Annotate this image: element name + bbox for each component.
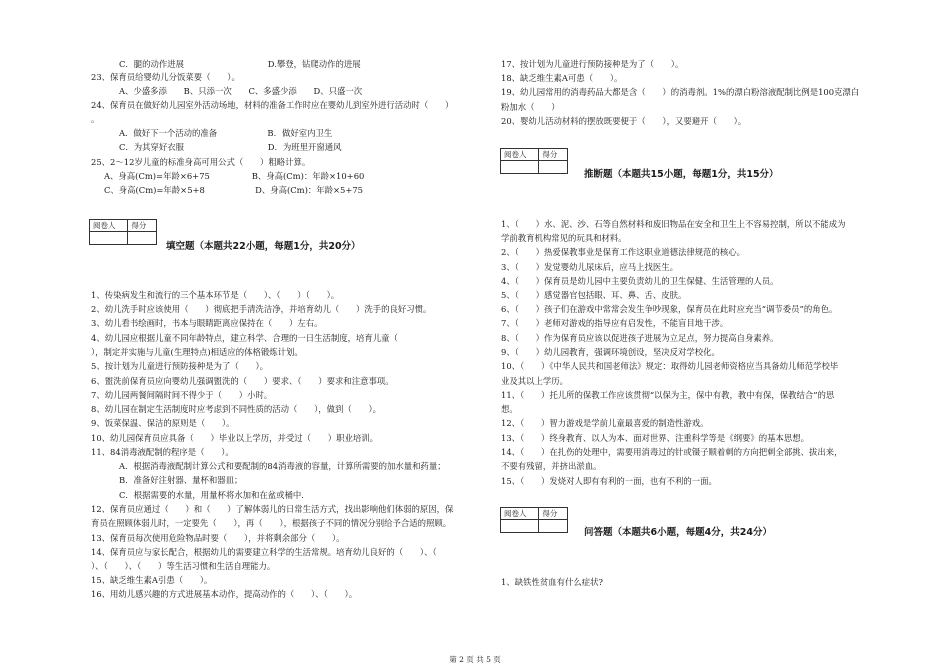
question-line: 1、（ ）水、泥、沙、石等自然材料和废旧物品在安全和卫生上不容易控制，所以不能成为 [501,219,846,229]
question-line: 3、（ ）发觉婴幼儿尿床后，应马上找医生。 [501,262,679,272]
question-line: 13、保育员每次使用危险物品时要（ ），并将剩余部分（ ）。 [91,533,345,543]
question-line: 业及其以上学历。 [501,376,568,386]
reviewer-label: 阅卷人 [501,508,539,520]
section-title-judgment: 推断题（本题共15小题，每题1分，共15分） [584,169,779,180]
section-title-qa: 问答题（本题共6小题，每题4分，共24分） [584,527,772,538]
page-footer: 第 2 页 共 5 页 [449,655,501,664]
option-line: C．为其穿好衣服 D．为班里开窗通风 [119,142,342,152]
question-line: 5、（ ）感觉器官包括眼、耳、鼻、舌、皮肤。 [501,290,687,300]
score-label: 得分 [128,220,157,232]
question-line: 1、缺铁性贫血有什么症状? [501,577,603,587]
question-line: 2、（ ）热爱保教事业是保育工作这职业道德法律规范的核心。 [501,247,746,257]
question-line: 3、幼儿看书绘画时，书本与眼睛距离应保持在（ ）左右。 [91,318,323,328]
option-line: C．根据需要的水量，用量杯将水加和在盆或桶中. [119,490,304,500]
question-line: 16、用幼儿感兴趣的方式进展基本动作，提高动作的（ ）、（ ）。 [91,589,358,599]
reviewer-cell [90,232,128,245]
question-line: 18、缺乏维生素A可患（ ）。 [501,73,623,83]
question-line: 12、保育员应通过（ ）和（ ）了解体弱儿的日常生活方式，找出影响他们体弱的原因，保 [91,504,454,514]
question-line: 5、按计划为儿童进行预防接种是为了（ ）。 [91,361,269,371]
question-line: 10、（ ）《中华人民共和国老师法》规定：取得幼儿园老师资格应当具备幼儿师范学校毕 [501,361,839,371]
question-line: 2、幼儿洗手时应该使用（ ）彻底把手清洗洁净，并培育幼儿（ ）洗手的良好习惯。 [91,304,432,314]
question-line: 24、保育员在做好幼儿园室外活动场地，材料的准备工作时应在婴幼儿到室外进行活动时（ ） [91,100,454,110]
score-table [89,219,157,245]
question-line: 9、（ ）幼儿园教育，强调环境创设，坚决反对学校化。 [501,347,720,357]
question-line: C．腿的动作进展 D.攀登，钻爬动作的进展 [119,59,361,69]
score-cell [128,232,157,245]
question-line: ），制定并实施与儿童(生理特点)相适应的体格锻炼计划。 [91,347,303,357]
question-line: 想。 [501,404,518,414]
question-line: 12、（ ）智力游戏是学前儿童最喜爱的制造性游戏。 [501,418,709,428]
question-line: 25、2～12岁儿童的标准身高可用公式（ ）粗略计算。 [91,157,311,167]
question-line: 6、盥洗前保育员应向婴幼儿强调盥洗的（ ）要求、（ ）要求和注意事项。 [91,376,394,386]
question-line: 11、（ ）托儿所的保教工作应该贯彻“以保为主，保中有教，教中有保，保教结合”的思 [501,390,835,400]
question-line: 。 [91,114,100,124]
score-table [500,148,568,174]
question-line: 17、按计划为儿童进行预防接种是为了（ ）。 [501,59,684,69]
reviewer-label: 阅卷人 [90,220,128,232]
question-line: 19、幼儿园常用的消毒药品大都是含（ ）的消毒剂。1%的漂白粉溶液配制比例是100克漂白 [501,87,860,97]
question-line: 粉加水（ ） [501,102,560,112]
question-line: 7、幼儿园两餐间隔时间不得少于（ ）小时。 [91,390,273,400]
question-line: 11、84消毒液配制的程序是（ ）。 [91,447,234,457]
score-cell [539,520,568,533]
option-line: A．根据消毒液配制计算公式和要配制的84消毒液的容量，计算所需要的加水量和药量； [119,461,446,471]
question-line: 20、婴幼儿活动材料的摆放既要便于（ ），又要避开（ ）。 [501,116,747,126]
question-line: 7、（ ）老师对游戏的指导应有启发性，不能盲目地干涉。 [501,318,729,328]
reviewer-label: 阅卷人 [501,149,539,161]
question-line: 8、幼儿园在制定生活制度时应考虑到不同性质的活动（ ），做到（ ）。 [91,404,382,414]
score-cell [539,161,568,174]
option-line: B．准备好注射器、量杯和器皿； [119,475,243,485]
question-line: 23、保育员给婴幼儿分饭菜要（ ）。 [91,72,240,82]
question-line: ）、（ ）、（ ）等生活习惯和生活自理能力。 [91,561,276,571]
reviewer-cell [501,161,539,174]
score-table [500,507,568,533]
question-line: 学前教育机构常见的玩具和材料。 [501,233,627,243]
question-line: 15、（ ）发烧对人即有有利的一面，也有不利的一面。 [501,476,717,486]
option-line: A．做好下一个活动的准备 B．做好室内卫生 [119,128,333,138]
score-label: 得分 [539,508,568,520]
question-line: 13、（ ）终身教育、以人为本、面对世界、注重科学等是《纲要》的基本思想。 [501,433,809,443]
question-line: A、少盛多添 B、只添一次 C、多盛少添 D、只盛一次 [119,86,363,96]
question-line: 15、缺乏维生素A引患（ ）。 [91,575,213,585]
reviewer-cell [501,520,539,533]
question-line: 6、（ ）孩子们在游戏中常常会发生争吵现象，保育员在此时应充当“调节委员”的角色。 [501,304,838,314]
question-line: 4、幼儿园应根据儿童不同年龄特点，建立科学、合理的一日生活制度，培育儿童（ [91,333,415,343]
question-line: 14、（ ）在扎伤的处理中，需要用消毒过的针或镊子顺着刺的方向把刺全部挑、拔出来， [501,447,843,457]
question-line: 10、幼儿园保育员应具备（ ）毕业以上学历，并受过（ ）职业培训。 [91,433,379,443]
question-line: 8、（ ）作为保育员应该以促进孩子进展为立足点，努力提高自身素养。 [501,333,779,343]
question-line: 不要有残留，并挤出淤血。 [501,461,602,471]
question-line: 1、传染病发生和流行的三个基本环节是（ ）、（ ）（ ）。 [91,290,340,300]
option-line: A、身高(Cm)=年龄×6+75 B、身高(Cm)：年龄×10+60 [104,171,365,181]
question-line: 14、保育员应与家长配合，根据幼儿的需要建立科学的生活常规。培育幼儿良好的（ ）、（ [91,547,437,557]
option-line: C、身高(Cm)=年龄×5+8 D、身高(Cm)：年龄×5+75 [104,185,363,195]
score-label: 得分 [539,149,568,161]
section-title-fill-blank: 填空题（本题共22小题，每题1分，共20分） [166,241,361,252]
question-line: 育员在照顾体弱儿时，一定要先（ ），再（ ），根据孩子不同的情况分别给予合适的照顾。 [91,518,452,528]
question-line: 9、饭菜保温、保洁的原则是（ ）。 [91,418,235,428]
question-line: 4、（ ）保育员是幼儿园中主要负责幼儿的卫生保健、生活管理的人员。 [501,276,779,286]
